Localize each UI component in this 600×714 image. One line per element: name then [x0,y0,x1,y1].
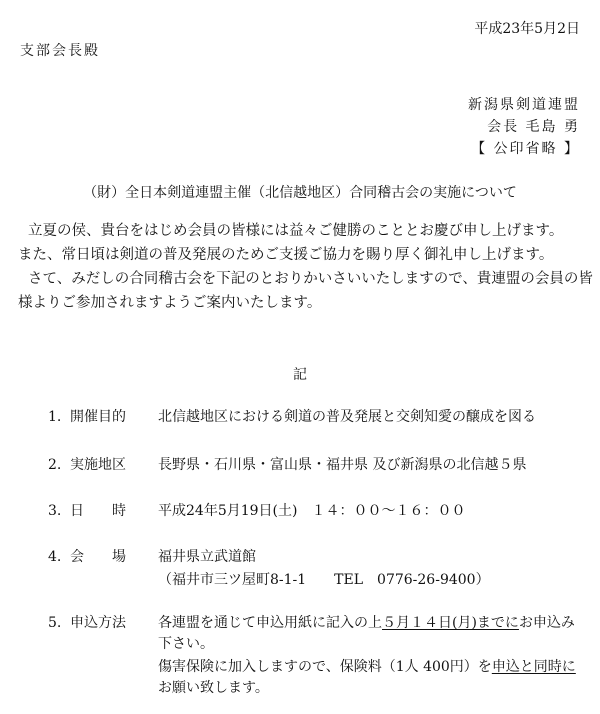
document-title: （財）全日本剣道連盟主催（北信越地区）合同稽古会の実施について [83,185,517,201]
item-number: 3. [48,503,62,519]
greeting-line-2: また、常日頃は剣道の普及発展のためご支援ご協力を賜り厚く御礼申し上げます。 [18,247,554,263]
item-label: 実施地区 [70,457,126,473]
venue-address: （福井市三ツ屋町8-1-1 TEL 0776-26-9400） [158,571,490,588]
item-content: 北信越地区における剣道の普及発展と交剣知愛の醸成を図る [158,409,536,425]
invitation-line-2: 様よりご参加されますようご案内いたします。 [18,295,322,311]
sender-name: 会長 毛島 勇 [487,119,580,135]
insurance-text: 傷害保険に加入しますので、保険料（1人 400円）を [158,658,492,675]
item-content: 長野県・石川県・富山県・福井県 及び新潟県の北信越５県 [158,457,527,473]
document-date: 平成23年5月2日 [474,21,580,37]
payment-timing-underlined: 申込と同時に [491,658,576,675]
item-label: 開催目的 [70,409,126,425]
greeting-line-1: 立夏の侯、貴台をはじめ会員の皆様には益々ご健勝のこととお慶び申し上げます。 [28,223,564,239]
addressee: 支部会長殿 [20,43,100,59]
application-line-2: 下さい。 [158,635,214,652]
sender-organization: 新潟県剣道連盟 [468,97,580,113]
item-content [158,614,578,698]
item-number: 1. [48,409,62,425]
item-label: 申込方法 [70,615,126,631]
application-text: お申込み [518,615,575,631]
item-content: 平成24年5月19日(土) １４：００～１６：００ [158,503,466,519]
item-number: 5. [48,615,62,631]
invitation-line-1: さて、みだしの合同稽古会を下記のとおりかいさいいたしますので、貴連盟の会員の皆 [28,271,593,287]
application-line-3 [158,658,578,677]
venue-name: 福井県立武道館 [158,549,256,565]
seal-omitted-note: 【 公印省略 】 [471,141,580,157]
ki-heading: 記 [293,367,307,383]
deadline-underlined: ５月１４日(月)までに [382,615,519,631]
item-label: 会 場 [70,549,126,565]
application-text: 各連盟を通じて申込用紙に記入の上 [158,615,382,631]
item-number: 2. [48,457,62,473]
item-content [158,548,578,590]
item-label: 日 時 [70,503,126,519]
item-number: 4. [48,549,62,565]
application-line-1 [158,614,578,633]
application-line-4: お願い致します。 [158,679,269,696]
